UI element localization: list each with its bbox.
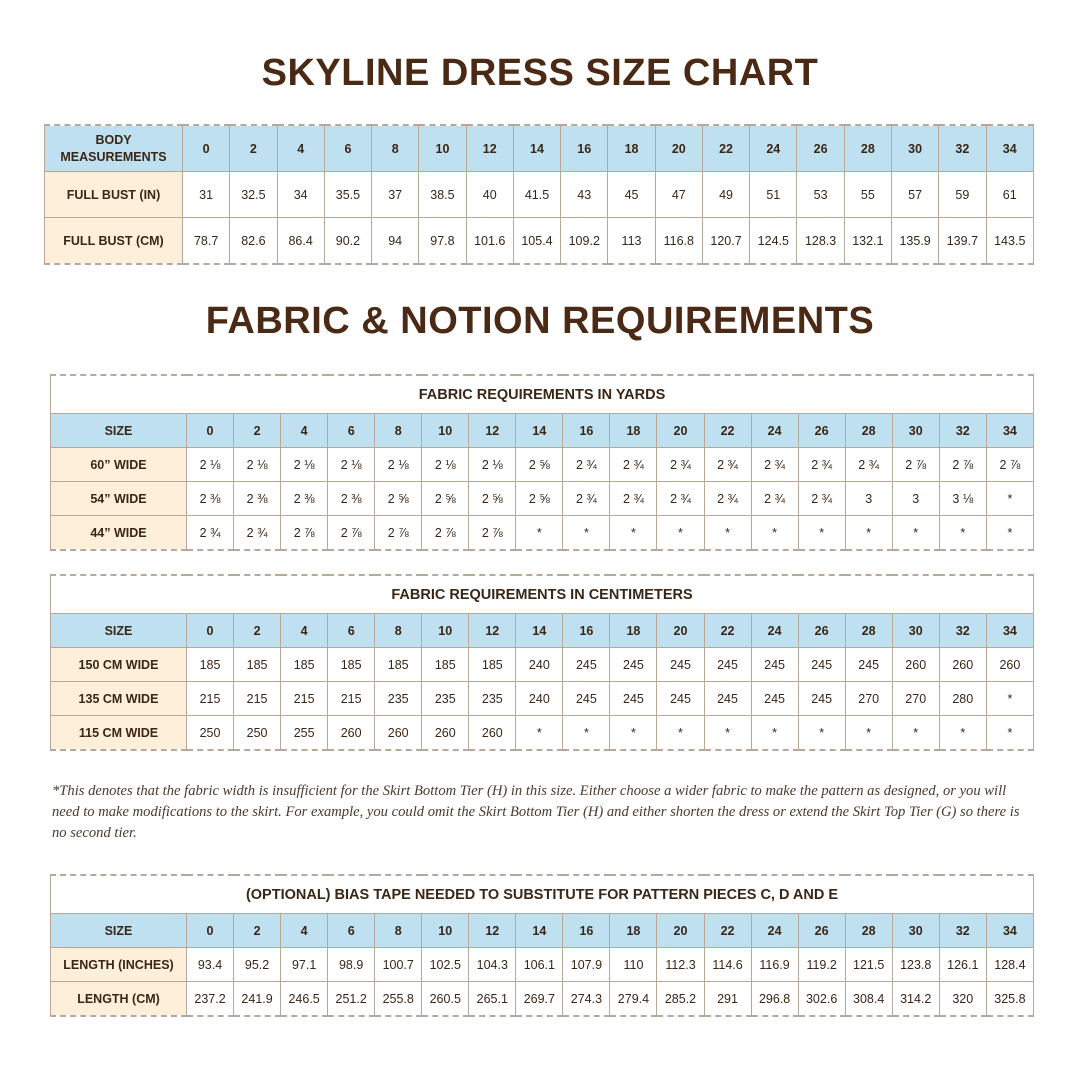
size-header-cell: 12 <box>469 914 516 948</box>
bias-tape-table <box>50 874 1034 1017</box>
size-header-cell: 8 <box>372 125 419 172</box>
value-cell: 2 ⅞ <box>892 448 939 482</box>
table-caption-row <box>51 375 1034 414</box>
size-header-cell: 4 <box>281 914 328 948</box>
size-header-cell: 14 <box>516 614 563 648</box>
value-cell: * <box>798 516 845 551</box>
size-header-cell: 22 <box>704 414 751 448</box>
size-header-cell: 6 <box>328 414 375 448</box>
value-cell: 3 <box>845 482 892 516</box>
size-header-cell: 0 <box>187 614 234 648</box>
row-label: 54” WIDE <box>51 482 187 516</box>
value-cell: 2 ¾ <box>657 482 704 516</box>
value-cell: 285.2 <box>657 982 704 1017</box>
table-row <box>51 482 1034 516</box>
size-header-cell: 32 <box>939 614 986 648</box>
value-cell: 2 ¾ <box>657 448 704 482</box>
value-cell: * <box>563 516 610 551</box>
size-header-cell: 10 <box>422 414 469 448</box>
value-cell: 2 ⅜ <box>187 482 234 516</box>
size-header-cell: 20 <box>657 614 704 648</box>
value-cell: 302.6 <box>798 982 845 1017</box>
value-cell: 2 ¾ <box>610 482 657 516</box>
value-cell: 114.6 <box>704 948 751 982</box>
fabric-cm-table <box>50 574 1034 751</box>
size-header-cell: 24 <box>751 614 798 648</box>
value-cell: 2 ⅞ <box>469 516 516 551</box>
table-row <box>51 516 1034 551</box>
value-cell: * <box>986 682 1033 716</box>
value-cell: 2 ⅛ <box>234 448 281 482</box>
size-header-cell: 0 <box>183 125 230 172</box>
value-cell: 2 ⅛ <box>469 448 516 482</box>
value-cell: 2 ⅜ <box>281 482 328 516</box>
value-cell: 245 <box>798 682 845 716</box>
table-row <box>51 982 1034 1017</box>
table-row <box>51 682 1034 716</box>
value-cell: 45 <box>608 172 655 218</box>
value-cell: 260 <box>375 716 422 751</box>
value-cell: 291 <box>704 982 751 1017</box>
value-cell: 95.2 <box>234 948 281 982</box>
size-header-cell: 16 <box>563 914 610 948</box>
size-header-cell: 26 <box>797 125 844 172</box>
value-cell: 100.7 <box>375 948 422 982</box>
value-cell: 215 <box>328 682 375 716</box>
table-caption: FABRIC REQUIREMENTS IN YARDS <box>51 375 1034 414</box>
value-cell: * <box>657 516 704 551</box>
value-cell: 2 ¾ <box>563 482 610 516</box>
value-cell: 325.8 <box>986 982 1033 1017</box>
value-cell: * <box>704 716 751 751</box>
value-cell: * <box>939 516 986 551</box>
value-cell: 106.1 <box>516 948 563 982</box>
value-cell: 235 <box>375 682 422 716</box>
table-caption-row <box>51 575 1034 614</box>
body-measurements-table <box>44 124 1034 265</box>
value-cell: * <box>798 716 845 751</box>
value-cell: 124.5 <box>750 218 797 265</box>
value-cell: 102.5 <box>422 948 469 982</box>
value-cell: 34 <box>277 172 324 218</box>
size-header-cell: 8 <box>375 914 422 948</box>
value-cell: 53 <box>797 172 844 218</box>
value-cell: 2 ⅞ <box>986 448 1033 482</box>
size-header-cell: 2 <box>234 614 281 648</box>
value-cell: * <box>610 716 657 751</box>
size-header-row <box>45 125 1034 172</box>
value-cell: * <box>657 716 704 751</box>
value-cell: 2 ⅝ <box>516 482 563 516</box>
value-cell: 2 ¾ <box>610 448 657 482</box>
value-cell: 2 ⅝ <box>375 482 422 516</box>
value-cell: 107.9 <box>563 948 610 982</box>
value-cell: 270 <box>892 682 939 716</box>
size-header-cell: 2 <box>234 914 281 948</box>
value-cell: 139.7 <box>939 218 986 265</box>
value-cell: 296.8 <box>751 982 798 1017</box>
value-cell: 2 ¾ <box>845 448 892 482</box>
table-row <box>45 218 1034 265</box>
value-cell: 2 ¾ <box>751 482 798 516</box>
value-cell: 2 ⅛ <box>187 448 234 482</box>
value-cell: * <box>516 516 563 551</box>
value-cell: 55 <box>844 172 891 218</box>
value-cell: 235 <box>469 682 516 716</box>
size-header-cell: 12 <box>469 414 516 448</box>
value-cell: 78.7 <box>183 218 230 265</box>
size-header-cell: 28 <box>845 614 892 648</box>
value-cell: 185 <box>375 648 422 682</box>
size-header-cell: 20 <box>657 414 704 448</box>
value-cell: 41.5 <box>513 172 560 218</box>
value-cell: 246.5 <box>281 982 328 1017</box>
value-cell: 128.3 <box>797 218 844 265</box>
value-cell: 274.3 <box>563 982 610 1017</box>
size-header-cell: 18 <box>610 914 657 948</box>
value-cell: 116.8 <box>655 218 702 265</box>
value-cell: 241.9 <box>234 982 281 1017</box>
value-cell: 185 <box>281 648 328 682</box>
row-label: LENGTH (CM) <box>51 982 187 1017</box>
value-cell: 245 <box>704 682 751 716</box>
size-header-cell: 32 <box>939 414 986 448</box>
value-cell: 215 <box>234 682 281 716</box>
value-cell: 101.6 <box>466 218 513 265</box>
value-cell: 3 <box>892 482 939 516</box>
value-cell: 93.4 <box>187 948 234 982</box>
size-chart-title: SKYLINE DRESS SIZE CHART <box>261 52 819 94</box>
table-row <box>45 172 1034 218</box>
value-cell: 82.6 <box>230 218 277 265</box>
value-cell: 245 <box>563 682 610 716</box>
size-header-cell: 30 <box>892 614 939 648</box>
size-header-cell: 28 <box>844 125 891 172</box>
value-cell: 2 ⅞ <box>281 516 328 551</box>
value-cell: 251.2 <box>328 982 375 1017</box>
value-cell: 2 ⅛ <box>375 448 422 482</box>
value-cell: 132.1 <box>844 218 891 265</box>
value-cell: 40 <box>466 172 513 218</box>
value-cell: 2 ⅛ <box>281 448 328 482</box>
size-header-cell: 28 <box>845 914 892 948</box>
value-cell: * <box>704 516 751 551</box>
value-cell: 104.3 <box>469 948 516 982</box>
value-cell: * <box>986 516 1033 551</box>
size-header-row <box>51 914 1034 948</box>
size-header-cell: 8 <box>375 414 422 448</box>
value-cell: 126.1 <box>939 948 986 982</box>
header-label: SIZE <box>51 914 187 948</box>
value-cell: 97.8 <box>419 218 466 265</box>
value-cell: 2 ¾ <box>798 448 845 482</box>
size-header-cell: 28 <box>845 414 892 448</box>
value-cell: 240 <box>516 648 563 682</box>
value-cell: * <box>610 516 657 551</box>
row-label: 135 CM WIDE <box>51 682 187 716</box>
size-header-cell: 30 <box>891 125 938 172</box>
value-cell: 245 <box>610 648 657 682</box>
value-cell: 2 ¾ <box>751 448 798 482</box>
size-header-cell: 22 <box>702 125 749 172</box>
value-cell: 314.2 <box>892 982 939 1017</box>
value-cell: 47 <box>655 172 702 218</box>
value-cell: 260.5 <box>422 982 469 1017</box>
size-header-cell: 12 <box>466 125 513 172</box>
size-header-cell: 20 <box>657 914 704 948</box>
value-cell: 270 <box>845 682 892 716</box>
value-cell: 97.1 <box>281 948 328 982</box>
size-header-cell: 6 <box>324 125 371 172</box>
value-cell: 121.5 <box>845 948 892 982</box>
value-cell: 109.2 <box>561 218 608 265</box>
value-cell: * <box>845 716 892 751</box>
value-cell: 37 <box>372 172 419 218</box>
value-cell: * <box>986 716 1033 751</box>
value-cell: 119.2 <box>798 948 845 982</box>
size-header-cell: 30 <box>892 414 939 448</box>
value-cell: 255.8 <box>375 982 422 1017</box>
value-cell: 2 ⅝ <box>422 482 469 516</box>
row-label: FULL BUST (CM) <box>45 218 183 265</box>
size-header-cell: 34 <box>986 614 1033 648</box>
value-cell: 215 <box>187 682 234 716</box>
size-header-cell: 6 <box>328 614 375 648</box>
size-header-cell: 10 <box>422 914 469 948</box>
value-cell: 94 <box>372 218 419 265</box>
value-cell: 2 ⅞ <box>422 516 469 551</box>
value-cell: 59 <box>939 172 986 218</box>
value-cell: 113 <box>608 218 655 265</box>
value-cell: 3 ⅛ <box>939 482 986 516</box>
size-header-cell: 4 <box>281 414 328 448</box>
value-cell: 110 <box>610 948 657 982</box>
size-header-cell: 26 <box>798 414 845 448</box>
value-cell: * <box>939 716 986 751</box>
size-header-cell: 0 <box>187 914 234 948</box>
size-header-cell: 32 <box>939 914 986 948</box>
value-cell: 185 <box>328 648 375 682</box>
value-cell: 2 ¾ <box>187 516 234 551</box>
value-cell: 320 <box>939 982 986 1017</box>
header-label: SIZE <box>51 414 187 448</box>
size-header-cell: 2 <box>234 414 281 448</box>
value-cell: * <box>563 716 610 751</box>
value-cell: 260 <box>469 716 516 751</box>
size-header-cell: 6 <box>328 914 375 948</box>
size-header-cell: 4 <box>277 125 324 172</box>
size-header-cell: 10 <box>422 614 469 648</box>
row-label: 150 CM WIDE <box>51 648 187 682</box>
size-header-cell: 16 <box>563 414 610 448</box>
value-cell: 105.4 <box>513 218 560 265</box>
size-header-cell: 32 <box>939 125 986 172</box>
value-cell: 2 ⅞ <box>939 448 986 482</box>
value-cell: 116.9 <box>751 948 798 982</box>
value-cell: 280 <box>939 682 986 716</box>
value-cell: 32.5 <box>230 172 277 218</box>
table-caption-row <box>51 875 1034 914</box>
size-header-cell: 14 <box>513 125 560 172</box>
value-cell: 260 <box>328 716 375 751</box>
value-cell: 2 ¾ <box>704 448 751 482</box>
table-row <box>51 716 1034 751</box>
row-label: LENGTH (INCHES) <box>51 948 187 982</box>
value-cell: * <box>986 482 1033 516</box>
value-cell: 235 <box>422 682 469 716</box>
value-cell: 2 ⅜ <box>234 482 281 516</box>
table-caption: (OPTIONAL) BIAS TAPE NEEDED TO SUBSTITUTE FOR PATTERN PIECES C, D AND E <box>51 875 1034 914</box>
value-cell: 112.3 <box>657 948 704 982</box>
value-cell: * <box>751 516 798 551</box>
size-header-cell: 20 <box>655 125 702 172</box>
value-cell: 308.4 <box>845 982 892 1017</box>
size-header-cell: 30 <box>892 914 939 948</box>
value-cell: 31 <box>183 172 230 218</box>
value-cell: 128.4 <box>986 948 1033 982</box>
value-cell: 240 <box>516 682 563 716</box>
value-cell: 260 <box>422 716 469 751</box>
size-header-cell: 24 <box>750 125 797 172</box>
value-cell: 38.5 <box>419 172 466 218</box>
size-header-cell: 26 <box>798 914 845 948</box>
size-header-cell: 8 <box>375 614 422 648</box>
value-cell: 260 <box>892 648 939 682</box>
value-cell: 250 <box>234 716 281 751</box>
value-cell: 245 <box>563 648 610 682</box>
value-cell: 269.7 <box>516 982 563 1017</box>
row-label: 44” WIDE <box>51 516 187 551</box>
size-header-cell: 34 <box>986 914 1033 948</box>
value-cell: 245 <box>798 648 845 682</box>
value-cell: 185 <box>234 648 281 682</box>
size-header-cell: 16 <box>563 614 610 648</box>
value-cell: 260 <box>939 648 986 682</box>
value-cell: 98.9 <box>328 948 375 982</box>
size-header-cell: 10 <box>419 125 466 172</box>
value-cell: 123.8 <box>892 948 939 982</box>
size-header-cell: 18 <box>610 614 657 648</box>
size-header-cell: 22 <box>704 914 751 948</box>
header-label: SIZE <box>51 614 187 648</box>
value-cell: 2 ⅛ <box>328 448 375 482</box>
size-header-cell: 24 <box>751 414 798 448</box>
row-label: 60” WIDE <box>51 448 187 482</box>
value-cell: 2 ⅞ <box>375 516 422 551</box>
value-cell: 255 <box>281 716 328 751</box>
value-cell: 2 ¾ <box>234 516 281 551</box>
value-cell: * <box>751 716 798 751</box>
value-cell: 120.7 <box>702 218 749 265</box>
value-cell: 2 ¾ <box>798 482 845 516</box>
size-header-cell: 24 <box>751 914 798 948</box>
size-header-cell: 18 <box>608 125 655 172</box>
value-cell: 215 <box>281 682 328 716</box>
fabric-width-footnote: *This denotes that the fabric width is insufficient for the Skirt Bottom Tier (H) in this size. Either choose a wider fabric to make the pattern as designed, or you will need to make modifications to the skirt. For example, you could omit the Skirt Bottom Tier (H) and either shorten the dress or extend the Skirt Top Tier (G) so there is no second tier. <box>52 783 1020 841</box>
value-cell: 35.5 <box>324 172 371 218</box>
size-header-cell: 18 <box>610 414 657 448</box>
row-label: FULL BUST (IN) <box>45 172 183 218</box>
value-cell: 61 <box>986 172 1033 218</box>
table-caption: FABRIC REQUIREMENTS IN CENTIMETERS <box>51 575 1034 614</box>
size-header-cell: 2 <box>230 125 277 172</box>
value-cell: 2 ¾ <box>563 448 610 482</box>
header-label: BODY MEASUREMENTS <box>45 125 183 172</box>
value-cell: 2 ⅞ <box>328 516 375 551</box>
value-cell: 245 <box>610 682 657 716</box>
value-cell: 90.2 <box>324 218 371 265</box>
size-header-row <box>51 414 1034 448</box>
value-cell: 57 <box>891 172 938 218</box>
value-cell: 51 <box>750 172 797 218</box>
value-cell: * <box>892 716 939 751</box>
row-label: 115 CM WIDE <box>51 716 187 751</box>
value-cell: 245 <box>751 648 798 682</box>
value-cell: 245 <box>704 648 751 682</box>
value-cell: 86.4 <box>277 218 324 265</box>
size-header-cell: 0 <box>187 414 234 448</box>
value-cell: 250 <box>187 716 234 751</box>
size-header-row <box>51 614 1034 648</box>
value-cell: 237.2 <box>187 982 234 1017</box>
value-cell: 245 <box>657 648 704 682</box>
value-cell: 2 ⅝ <box>469 482 516 516</box>
size-header-cell: 34 <box>986 125 1033 172</box>
value-cell: 2 ¾ <box>704 482 751 516</box>
value-cell: 185 <box>469 648 516 682</box>
fabric-requirements-title: FABRIC & NOTION REQUIREMENTS <box>205 300 875 342</box>
table-row <box>51 948 1034 982</box>
value-cell: * <box>845 516 892 551</box>
value-cell: 279.4 <box>610 982 657 1017</box>
size-header-cell: 26 <box>798 614 845 648</box>
size-header-cell: 34 <box>986 414 1033 448</box>
size-header-cell: 4 <box>281 614 328 648</box>
table-row <box>51 648 1034 682</box>
size-header-cell: 14 <box>516 914 563 948</box>
value-cell: * <box>892 516 939 551</box>
value-cell: * <box>516 716 563 751</box>
value-cell: 49 <box>702 172 749 218</box>
value-cell: 43 <box>561 172 608 218</box>
value-cell: 185 <box>187 648 234 682</box>
value-cell: 260 <box>986 648 1033 682</box>
size-header-cell: 16 <box>561 125 608 172</box>
value-cell: 265.1 <box>469 982 516 1017</box>
table-row <box>51 448 1034 482</box>
fabric-yards-table <box>50 374 1034 551</box>
size-header-cell: 12 <box>469 614 516 648</box>
value-cell: 143.5 <box>986 218 1033 265</box>
size-header-cell: 22 <box>704 614 751 648</box>
value-cell: 245 <box>657 682 704 716</box>
value-cell: 135.9 <box>891 218 938 265</box>
value-cell: 2 ⅛ <box>422 448 469 482</box>
value-cell: 245 <box>845 648 892 682</box>
value-cell: 2 ⅝ <box>516 448 563 482</box>
value-cell: 245 <box>751 682 798 716</box>
value-cell: 185 <box>422 648 469 682</box>
size-header-cell: 14 <box>516 414 563 448</box>
value-cell: 2 ⅜ <box>328 482 375 516</box>
